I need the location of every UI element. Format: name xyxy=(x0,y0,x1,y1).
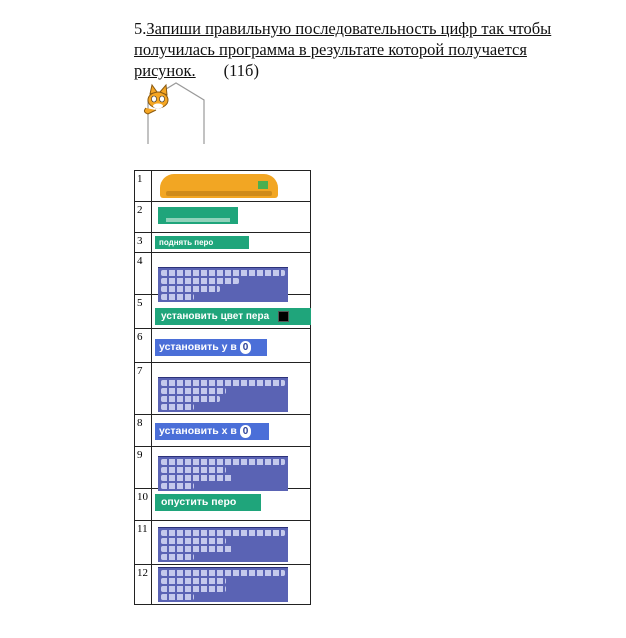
row-number: 12 xyxy=(135,565,152,605)
block-cell xyxy=(152,233,311,253)
motion-script xyxy=(158,377,288,412)
set-y-value: 0 xyxy=(240,341,252,354)
when-flag-clicked-block xyxy=(160,174,278,198)
table-row xyxy=(135,295,311,329)
pen-down-block xyxy=(155,494,261,511)
task-line-2: получилась программа в результате которой получается xyxy=(134,40,527,59)
block-cell xyxy=(152,329,311,363)
table-row xyxy=(135,489,311,521)
row-number: 11 xyxy=(135,521,152,565)
set-pen-color-label: установить цвет пера xyxy=(161,311,270,322)
set-pen-color-block xyxy=(155,308,311,325)
task-line-3: рисунок. xyxy=(134,61,196,80)
table-row xyxy=(135,447,311,489)
green-flag-icon xyxy=(258,181,268,189)
set-x-value: 0 xyxy=(240,425,252,438)
row-number: 3 xyxy=(135,233,152,253)
pen-down-label: опустить перо xyxy=(161,496,237,508)
result-drawing xyxy=(140,82,212,146)
row-number: 5 xyxy=(135,295,152,329)
block-cell xyxy=(152,171,311,202)
block-cell xyxy=(152,253,311,295)
table-row xyxy=(135,415,311,447)
pen-color-swatch xyxy=(278,311,289,322)
set-y-block xyxy=(155,339,267,356)
block-cell xyxy=(152,202,311,233)
row-number: 8 xyxy=(135,415,152,447)
set-y-label: установить у в xyxy=(159,341,237,353)
task-number: 5. xyxy=(134,19,147,38)
block-cell xyxy=(152,565,311,605)
pen-up-label: поднять перо xyxy=(159,238,214,247)
pen-block xyxy=(158,207,238,224)
table-row xyxy=(135,253,311,295)
block-cell xyxy=(152,489,311,521)
task-text xyxy=(134,18,584,81)
task-points: (11б) xyxy=(223,61,259,80)
row-number: 1 xyxy=(135,171,152,202)
block-cell xyxy=(152,363,311,415)
table-row xyxy=(135,565,311,605)
row-number: 4 xyxy=(135,253,152,295)
motion-script xyxy=(158,527,288,562)
row-number: 9 xyxy=(135,447,152,489)
motion-script xyxy=(158,567,288,602)
set-x-block xyxy=(155,423,269,440)
table-row xyxy=(135,521,311,565)
block-cell xyxy=(152,415,311,447)
set-x-label: установить х в xyxy=(159,425,237,437)
row-number: 10 xyxy=(135,489,152,521)
table-row xyxy=(135,202,311,233)
row-number: 6 xyxy=(135,329,152,363)
table-row xyxy=(135,363,311,415)
motion-script xyxy=(158,456,288,491)
table-row xyxy=(135,233,311,253)
row-number: 2 xyxy=(135,202,152,233)
table-row xyxy=(135,329,311,363)
row-number: 7 xyxy=(135,363,152,415)
block-cell xyxy=(152,295,311,329)
task-line-1: Запиши правильную последовательность цифр так чтобы xyxy=(146,19,552,38)
block-cell xyxy=(152,447,311,489)
pen-up-block xyxy=(155,236,249,249)
scratch-cat-icon xyxy=(140,82,174,116)
blocks-table xyxy=(134,170,311,605)
table-row xyxy=(135,171,311,202)
block-cell xyxy=(152,521,311,565)
